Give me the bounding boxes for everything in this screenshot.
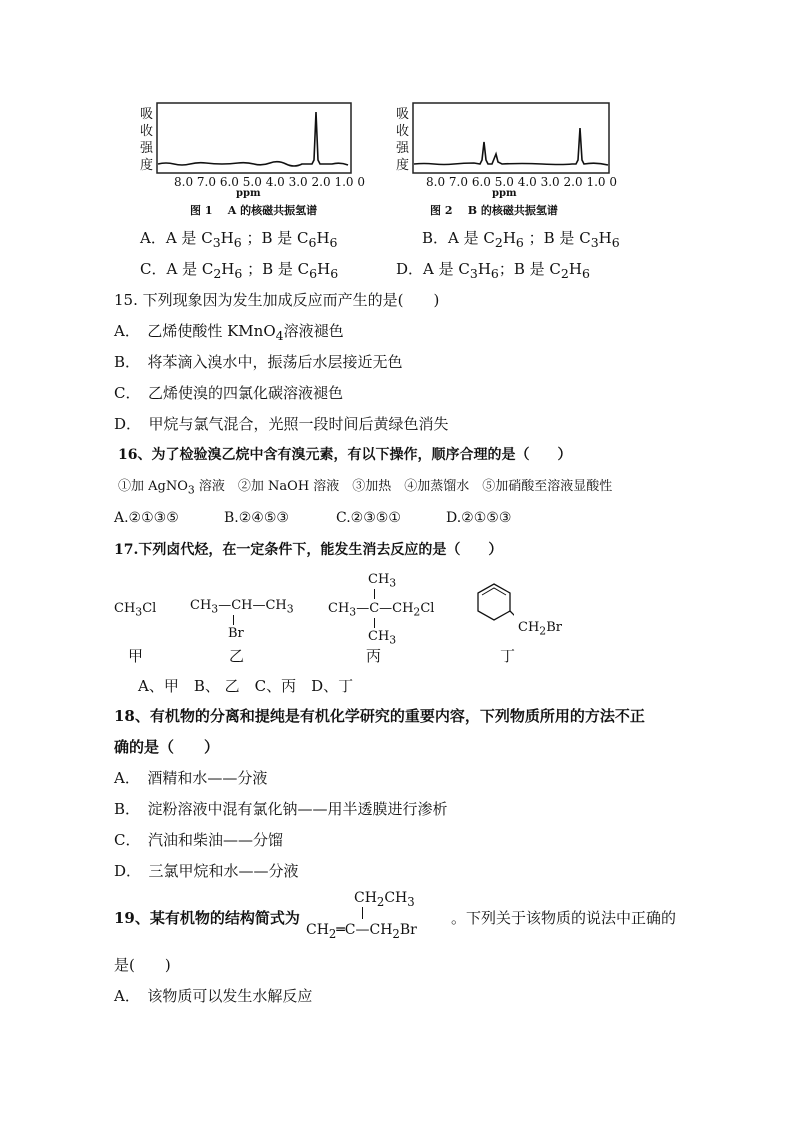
q14-option-c[interactable]: C．A 是 $C_2H_6$ ；B 是 $C_6H_6$ <box>140 260 339 281</box>
q15-option-a[interactable]: A． 乙烯使酸性 KMnO$_4$溶液褪色 <box>114 322 344 343</box>
q17-label-3: 丙 <box>366 647 382 665</box>
q19-stem-line2: 是( ) <box>114 956 171 974</box>
fig1-caption: 图 1 A 的核磁共振氢谱 <box>190 204 318 217</box>
q19-stem-suffix: 。下列关于该物质的说法中正确的 <box>451 909 677 927</box>
fig2-unit: ppm <box>492 188 517 199</box>
fig1-ticks: 8.0 7.0 6.0 5.0 4.0 3.0 2.0 1.0 0 <box>174 175 366 189</box>
fig1-unit: ppm <box>236 188 261 199</box>
fig1-spectrum <box>156 102 352 174</box>
q16-option-b[interactable]: B.②④⑤③ <box>224 510 289 526</box>
q18-stem-line1: 18、有机物的分离和提纯是有机化学研究的重要内容，下列物质所用的方法不正 <box>114 707 645 725</box>
q18-option-b[interactable]: B． 淀粉溶液中混有氯化钠——用半透膜进行渗析 <box>114 800 448 818</box>
benzene-ring-icon <box>474 582 514 626</box>
q16-option-a[interactable]: A.②①③⑤ <box>114 510 179 526</box>
q17-label-4: 丁 <box>500 647 516 665</box>
q14-option-b[interactable]: B．A 是 $C_2H_6$ ；B 是 $C_3H_6$ <box>422 229 620 250</box>
q19-option-a[interactable]: A． 该物质可以发生水解反应 <box>114 987 313 1005</box>
q18-stem-line2: 确的是（ ） <box>114 738 220 756</box>
q14-option-a[interactable]: A．A 是 $C_3H_6$ ；B 是 $C_6H_6$ <box>140 229 338 250</box>
q15-option-b[interactable]: B． 将苯滴入溴水中，振荡后水层接近无色 <box>114 353 403 371</box>
q16-option-d[interactable]: D.②①⑤③ <box>446 510 512 526</box>
fig2-spectrum <box>412 102 610 174</box>
fig2-ylabel: 吸 收 强 度 <box>396 107 410 173</box>
fig2-caption: 图 2 B 的核磁共振氢谱 <box>430 204 558 217</box>
fig1-ylabel: 吸 收 强 度 <box>140 107 154 173</box>
q17-label-2: 乙 <box>229 647 245 665</box>
q16-option-c[interactable]: C.②③⑤① <box>336 510 401 526</box>
q17-structure-1: $CH_3Cl$ <box>114 601 157 619</box>
q16-stem: 16、为了检验溴乙烷中含有溴元素，有以下操作，顺序合理的是（ ） <box>118 447 572 463</box>
q18-option-c[interactable]: C． 汽油和柴油——分馏 <box>114 831 283 849</box>
nmr-figure-1 <box>140 102 370 220</box>
q16-operations: ①加 AgNO$_3$ 溶液 ②加 NaOH 溶液 ③加热 ④加蒸馏水 ⑤加硝酸至溶液显酸性 <box>118 479 613 497</box>
s3-bond-top <box>374 589 375 599</box>
q15-stem: 15. 下列现象因为发生加成反应而产生的是( ) <box>114 291 440 309</box>
q15-option-d[interactable]: D． 甲烷与氯气混合，光照一段时间后黄绿色消失 <box>114 415 449 433</box>
q17-label-1: 甲 <box>128 647 144 665</box>
q17-structure-2: $CH_3—CH—CH_3$ Br <box>190 598 294 641</box>
q17-stem: 17.下列卤代烃，在一定条件下，能发生消去反应的是（ ） <box>114 542 503 558</box>
q18-option-a[interactable]: A． 酒精和水——分液 <box>114 769 268 787</box>
q14-option-d[interactable]: D．A 是 $C_3H_6$；B 是 $C_2H_6$ <box>396 260 590 281</box>
fig2-ticks: 8.0 7.0 6.0 5.0 4.0 3.0 2.0 1.0 0 <box>426 175 618 189</box>
q19-stem-prefix: 19、某有机物的结构简式为 <box>114 909 300 927</box>
q15-option-c[interactable]: C． 乙烯使溴的四氯化碳溶液褪色 <box>114 384 343 402</box>
q19-bond <box>362 907 363 919</box>
nmr-figure-2 <box>396 102 626 220</box>
q18-option-d[interactable]: D． 三氯甲烷和水——分液 <box>114 862 299 880</box>
q17-options[interactable]: A、甲 B、 乙 C、丙 D、丁 <box>138 677 354 695</box>
